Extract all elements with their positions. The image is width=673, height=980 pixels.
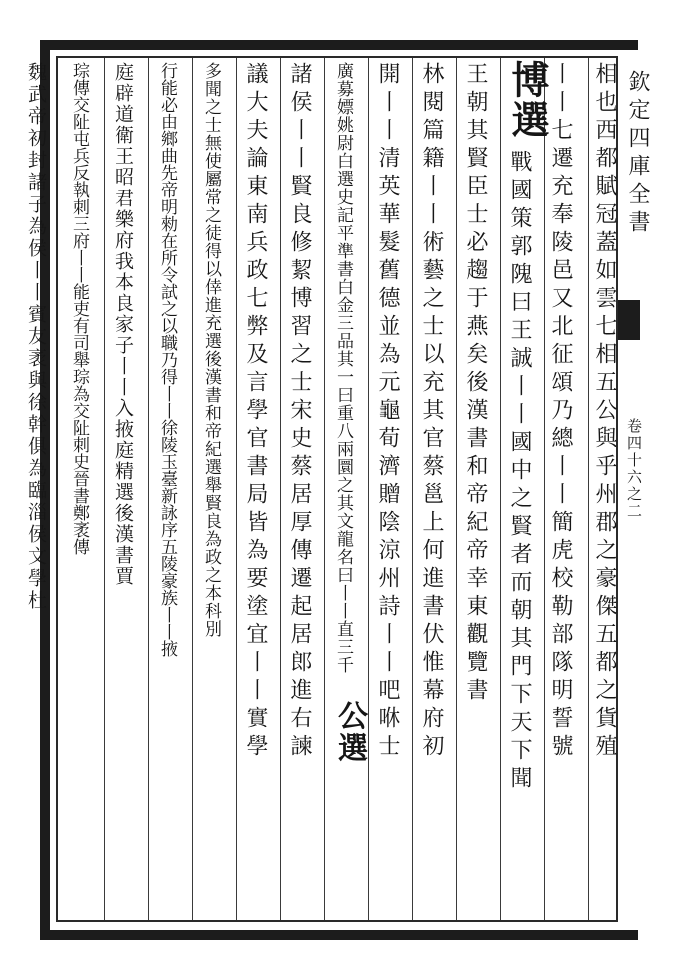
inner-border-bottom	[56, 920, 616, 922]
column-divider	[456, 58, 457, 920]
volume-label: 卷四十六之二	[625, 418, 643, 520]
column-divider	[500, 58, 501, 920]
text-column-4: 王朝其賢臣士必趨于燕矣後漢書和帝紀帝幸東觀覽書	[463, 62, 488, 706]
fish-tail-mark	[618, 300, 640, 340]
text-column-13: 琮傳交阯屯兵反執刺三府丨丨能吏有司舉琮為交阯刺史晉書鄭袤傳	[69, 62, 89, 555]
book-title: 欽定四庫全書	[625, 70, 650, 238]
text-column-14: 魏武帝初封諸子為侯丨丨賓友袤與徐幹俱為臨淄侯文學杜	[25, 62, 47, 612]
column-divider	[236, 58, 237, 920]
column-divider	[280, 58, 281, 920]
heading-gongxuan: 公選	[332, 700, 367, 764]
text-column-11: 行能必由鄉曲先帝明勑在所令試之以職乃得丨丨徐陵玉臺新詠序五陵豪族丨丨掖	[157, 62, 177, 657]
column-divider	[192, 58, 193, 920]
text-column-3: 戰國策郭隗曰王誠丨丨國中之賢者而朝其門下天下聞	[507, 150, 532, 794]
text-column-2: 丨丨七遷充奉陵邑又北征頌乃總丨丨簡虎校勒部隊明誓號	[548, 62, 573, 762]
inner-border-top	[56, 56, 616, 58]
text-column-12: 庭辟道衛王昭君樂府我本良家子丨丨入掖庭精選後漢書賈	[112, 62, 134, 587]
inner-border-left	[56, 56, 58, 922]
column-divider	[368, 58, 369, 920]
text-column-5: 林閱篇籍丨丨術藝之士以充其官蔡邕上何進書伏惟幕府初	[419, 62, 444, 762]
text-column-1: 相也西都賦冠蓋如雲七相五公與乎州郡之豪傑五都之貨殖	[592, 62, 617, 762]
column-divider	[104, 58, 105, 920]
text-column-6: 開丨丨清英華髮舊德並為元龜荀濟贈陰涼州詩丨丨吧咻士	[375, 62, 400, 762]
text-column-10: 多聞之士無使屬常之徒得以倖進充選後漢書和帝紀選舉賢良為政之本科別	[201, 62, 221, 638]
heading-boxuan: 博選	[505, 60, 550, 140]
text-column-9: 議大夫論東南兵政七弊及言學官書局皆為要塗宜丨丨實學	[243, 62, 268, 762]
text-column-8: 諸侯丨丨賢良修絜博習之士宋史蔡居厚傳遷起居郎進右諫	[287, 62, 312, 762]
text-column-7: 廣募嫖姚尉白選史記平準書白金三品其一曰重八兩圜之其文龍名曰丨丨直三千	[333, 62, 353, 674]
column-divider	[148, 58, 149, 920]
column-divider	[412, 58, 413, 920]
column-divider	[324, 58, 325, 920]
